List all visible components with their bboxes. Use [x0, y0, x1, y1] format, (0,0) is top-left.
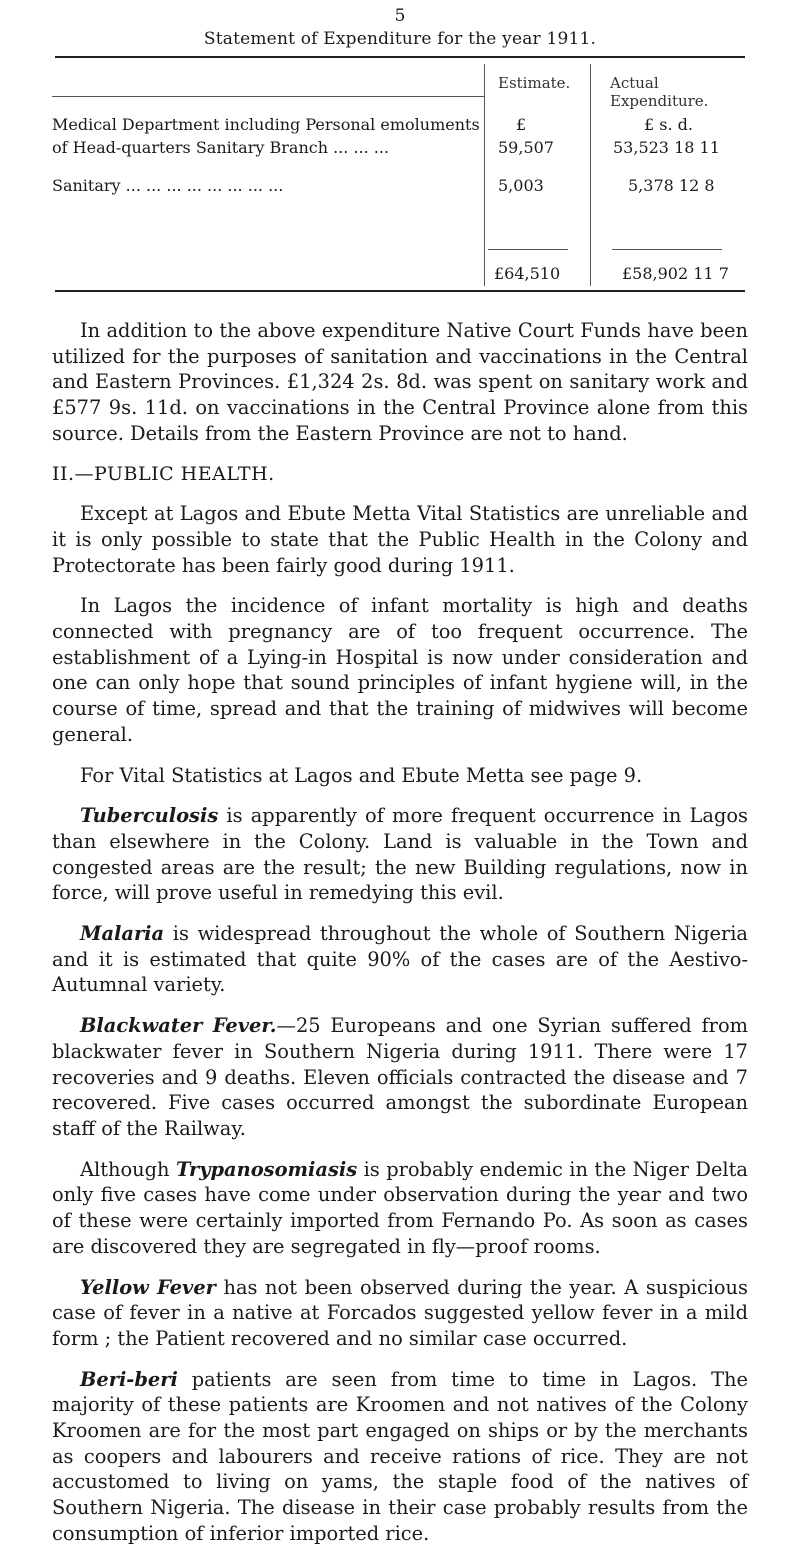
term-trypanosomiasis: Trypanosomiasis — [176, 1157, 358, 1181]
statement-title: Statement of Expenditure for the year 1911. — [203, 29, 597, 49]
unit-actual: £ s. d. — [644, 115, 693, 134]
paragraph-tuberculosis — [52, 803, 748, 906]
term-tuberculosis: Tuberculosis — [80, 804, 219, 828]
paragraph-blackwater-fever — [52, 1013, 748, 1142]
tuberculosis-text: is apparently of more frequent occurrence in Lagos than elsewhere in the Colony. Land is valuable in the Town and congested areas are the result; the new Building regulations, now in force, will prove useful in remedying this evil. — [52, 804, 748, 905]
paragraph-infant-mortality: In Lagos the incidence of infant mortality is high and deaths connected with pregnancy are of too frequent occurrence. The establishment of a Lying-in Hospital is now under consideration and one can only hope that sound principles of infant hygiene will, in the course of time, spread and that the training of midwives will become general. — [52, 594, 748, 746]
trypanosomiasis-text: is probably endemic in the Niger Delta only five cases have come under observation during the year and two of these were certainly imported from Fernando Po. As soon as cases are discovered they are segregated in fly—proof rooms. — [52, 1157, 748, 1258]
term-beri-beri: Beri-beri — [80, 1367, 178, 1391]
row1-estimate: 59,507 — [498, 138, 554, 157]
body-text — [52, 318, 748, 1562]
unit-estimate: £ — [516, 115, 527, 134]
paragraph-vital-statistics-reference: For Vital Statistics at Lagos and Ebute Metta see page 9. — [80, 763, 643, 787]
paragraph-native-court-funds: In addition to the above expenditure Native Court Funds have been utilized for the purposes of sanitation and vaccinations in the Central and Eastern Provinces. £1,324 2s. 8d. was spent on sanitary work and £577 9s. 11d. on vaccinations in the Central Province alone from this source. Details from the Eastern Province are not to hand. — [52, 319, 748, 445]
bottom-rule — [55, 290, 745, 292]
beri-beri-text: patients are seen from time to time in Lagos. The majority of these patients are Kroomen and not natives of the Colony Kroomen are for the most part engaged on ships or by the merchants as coopers and labourers and receive rations of rice. They are not accustomed to living on yams, the staple food of the natives of Southern Nigeria. The disease in their case probably results from the consumption of inferior imported rice. — [52, 1367, 748, 1545]
total-actual: £58,902 11 7 — [622, 264, 729, 283]
paragraph-vital-statistics: Except at Lagos and Ebute Metta Vital Statistics are unreliable and it is only possible to state that the Public Health in the Colony and Protectorate has been fairly good during 1911. — [52, 502, 748, 577]
top-rule — [55, 56, 745, 58]
total-estimate: £64,510 — [494, 264, 561, 283]
trypanosomiasis-intro: Although — [80, 1157, 176, 1181]
term-malaria: Malaria — [80, 922, 165, 946]
row2-actual: 5,378 12 8 — [628, 176, 715, 195]
yellow-fever-text: has not been observed during the year. A suspicious case of fever in a native at Forcados suggested yellow fever in a mild form ; the Patient recovered and no similar case occurred. — [52, 1275, 748, 1350]
header-rule — [52, 96, 484, 97]
header-actual: Actual Expenditure. — [610, 74, 709, 110]
row2-label: Sanitary ... ... ... ... ... ... ... ... — [52, 176, 284, 195]
term-yellow-fever: Yellow Fever — [80, 1275, 216, 1299]
column-divider-actual — [590, 64, 591, 286]
total-rule-estimate — [488, 249, 568, 250]
section-heading-public-health: II.—PUBLIC HEALTH. — [52, 462, 275, 485]
paragraph-trypanosomiasis — [52, 1157, 748, 1260]
row1-label-line1: Medical Department including Personal emoluments — [52, 115, 480, 134]
page-number: 5 — [394, 6, 406, 26]
header-estimate: Estimate. — [498, 74, 571, 92]
row2-estimate: 5,003 — [498, 176, 544, 195]
term-blackwater-fever: Blackwater Fever. — [80, 1014, 277, 1038]
malaria-text: is widespread throughout the whole of Southern Nigeria and it is estimated that quite 90% of the cases are of the Aestivo-Autumnal variety. — [52, 922, 748, 997]
expenditure-table — [52, 64, 748, 288]
blackwater-fever-text: —25 Europeans and one Syrian suffered from blackwater fever in Southern Nigeria during 1911. There were 17 recoveries and 9 deaths. Eleven officials contracted the disease and 7 recovered. Five cases occurred amongst the subordinate European staff of the Railway. — [52, 1014, 749, 1140]
paragraph-malaria — [52, 921, 748, 998]
paragraph-yellow-fever — [52, 1275, 748, 1352]
total-rule-actual — [612, 249, 722, 250]
column-divider-estimate — [484, 64, 485, 286]
row1-label-line2: of Head-quarters Sanitary Branch ... ... ... — [52, 138, 390, 157]
row1-actual: 53,523 18 11 — [613, 138, 720, 157]
